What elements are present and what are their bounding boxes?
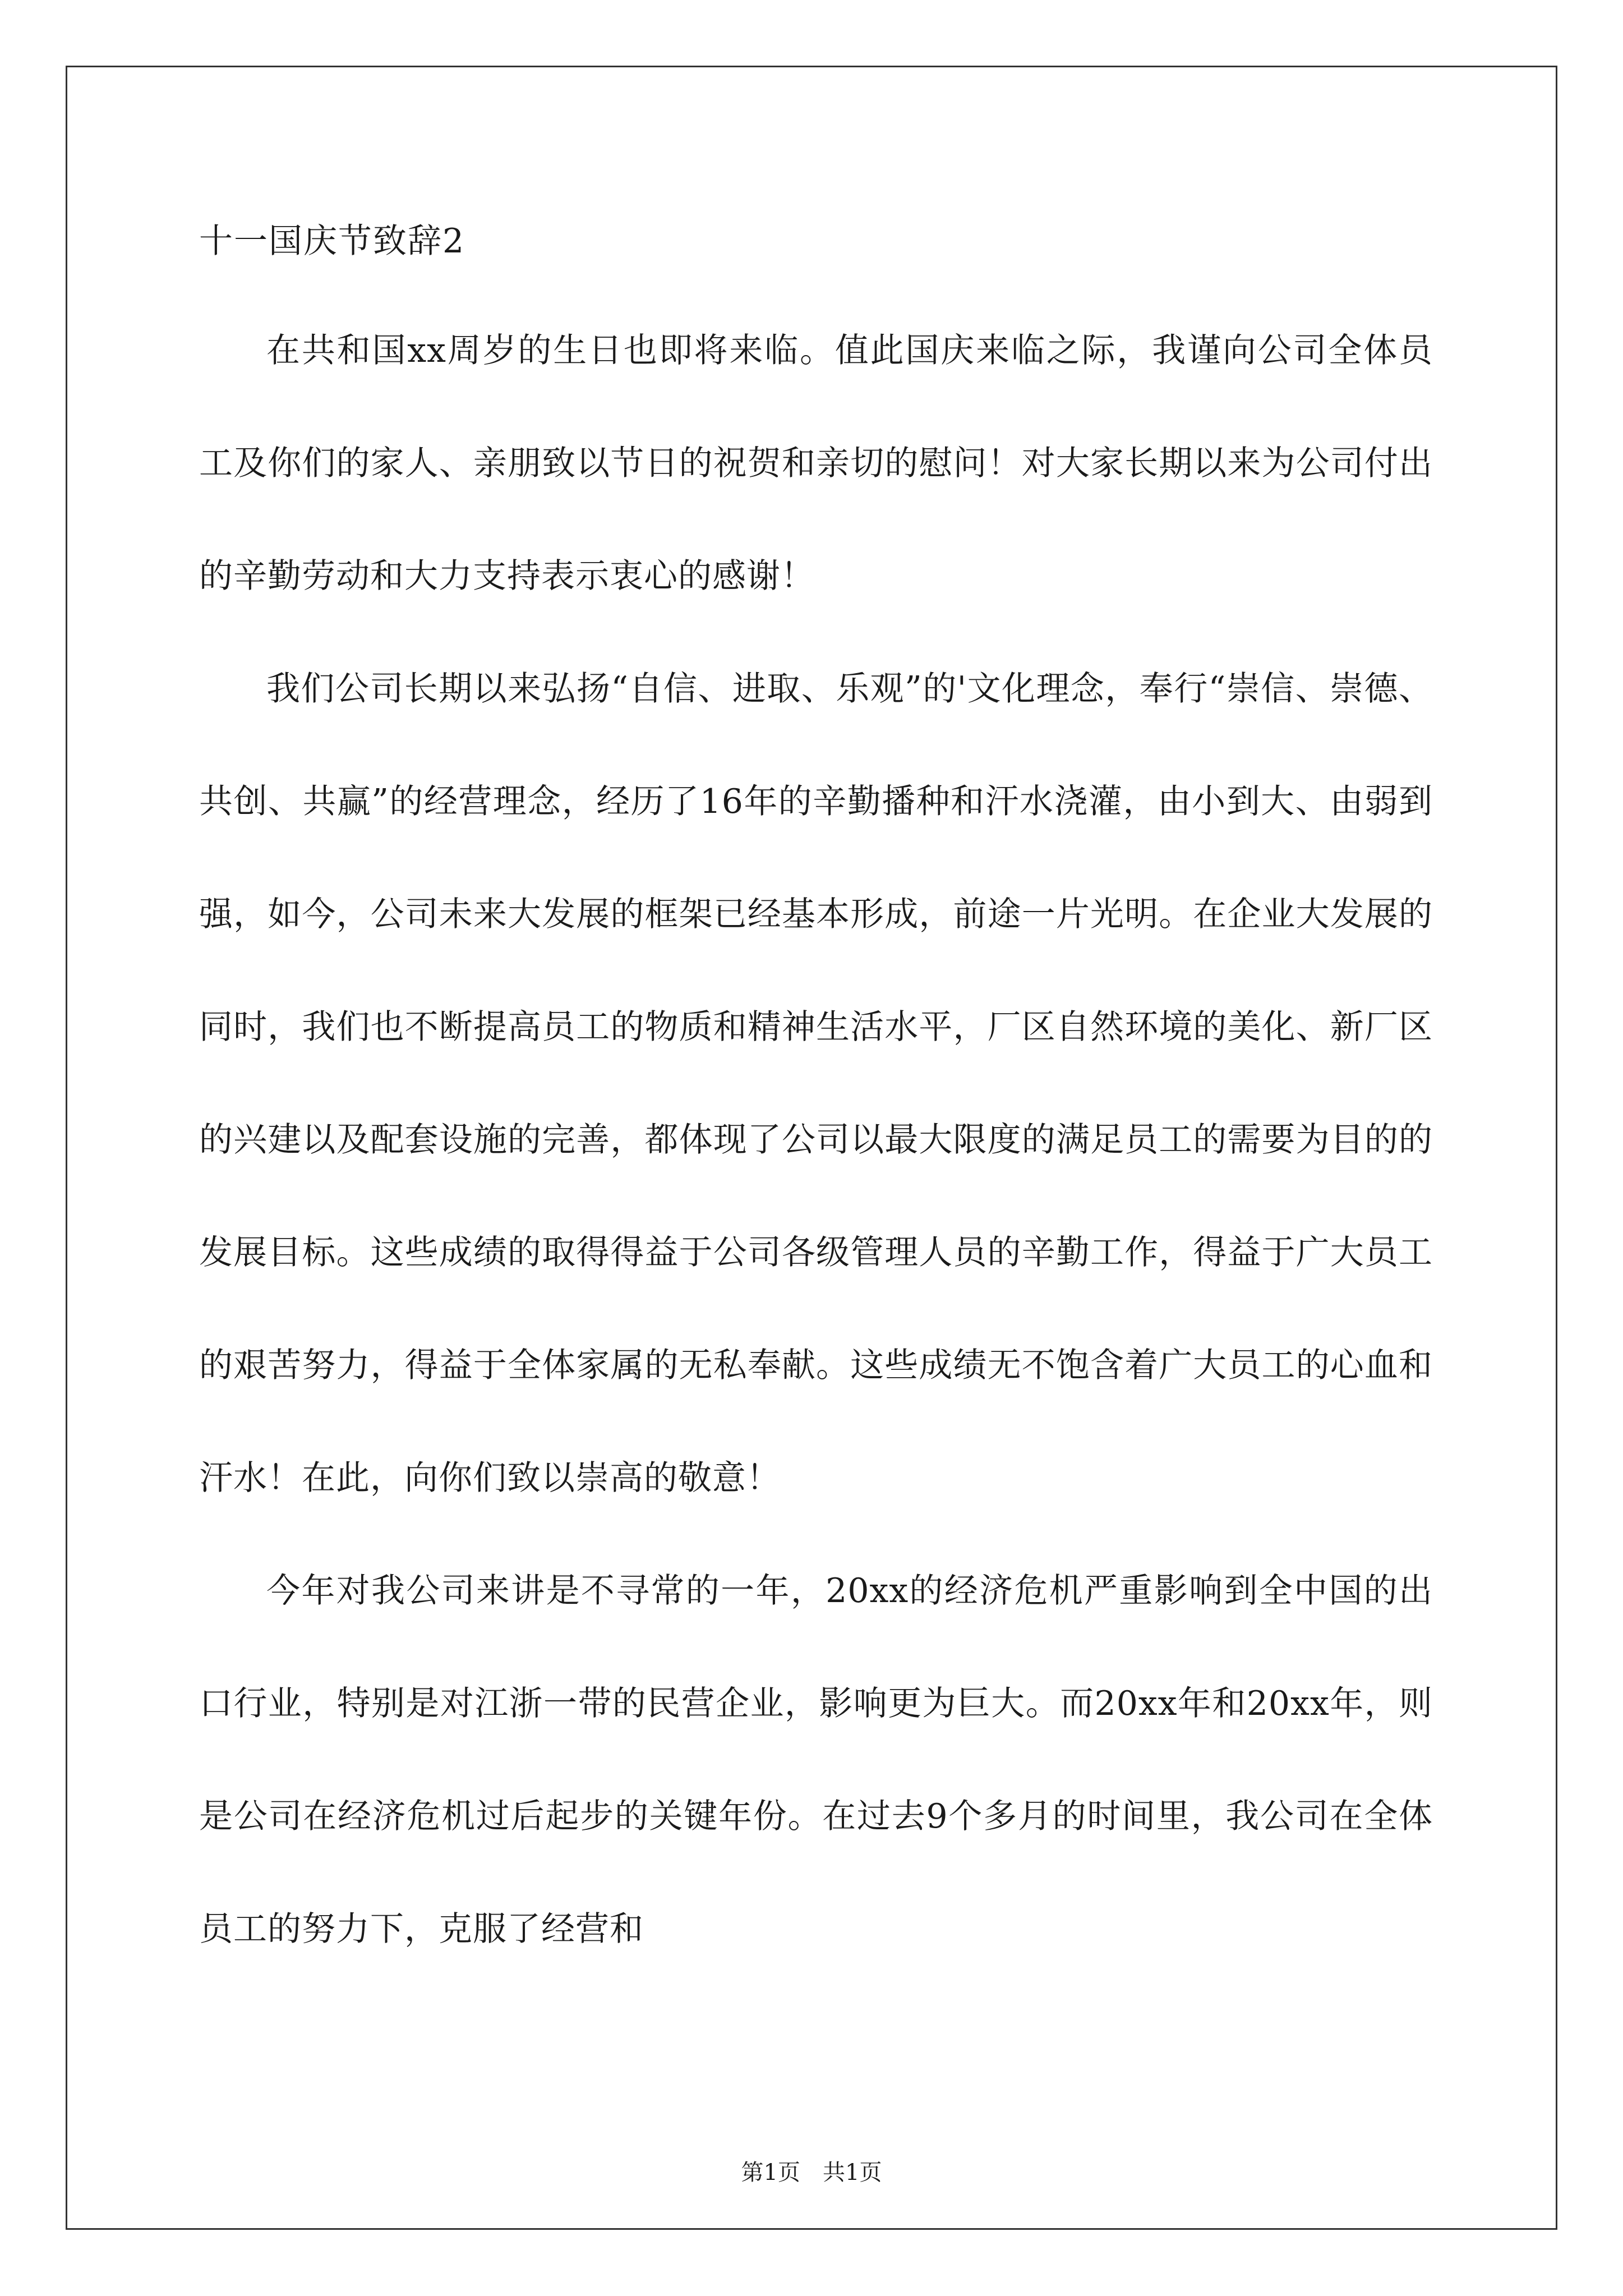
paragraph-2: 我们公司长期以来弘扬“自信、进取、乐观”的'文化理念，奉行“崇信、崇德、共创、共赢”的经营理念，经历了16年的辛勤播种和汗水浇灌，由小到大、由弱到强，如今，公司未来大发展的框架已经基本形成，前途一片光明。在企业大发展的同时，我们也不断提高员工的物质和精神生活水平，厂区自然环境的美化、新厂区的兴建以及配套设施的完善，都体现了公司以最大限度的满足员工的需要为目的的发展目标。这些成绩的取得得益于公司各级管理人员的辛勤工作，得益于广大员工的艰苦努力，得益于全体家属的无私奉献。这些成绩无不饱含着广大员工的心血和汗水！在此，向你们致以崇高的敬意！ <box>199 669 1433 1498</box>
page-footer <box>0 2159 1623 2187</box>
page-total: 共1页 <box>823 2160 882 2185</box>
document-body <box>199 219 1433 1986</box>
paragraph-3: 今年对我公司来讲是不寻常的一年，20xx的经济危机严重影响到全中国的出口行业，特别是对江浙一带的民营企业，影响更为巨大。而20xx年和20xx年，则是公司在经济危机过后起步的关键年份。在过去9个多月的时间里，我公司在全体员工的努力下，克服了经营和 <box>199 1571 1433 1949</box>
document-title: 十一国庆节致辞2 <box>199 222 465 261</box>
page-number: 第1页 <box>741 2160 800 2185</box>
paragraph-1: 在共和国xx周岁的生日也即将来临。值此国庆来临之际，我谨向公司全体员工及你们的家人、亲朋致以节日的祝贺和亲切的慰问！对大家长期以来为公司付出的辛勤劳动和大力支持表示衷心的感谢！ <box>199 331 1433 596</box>
